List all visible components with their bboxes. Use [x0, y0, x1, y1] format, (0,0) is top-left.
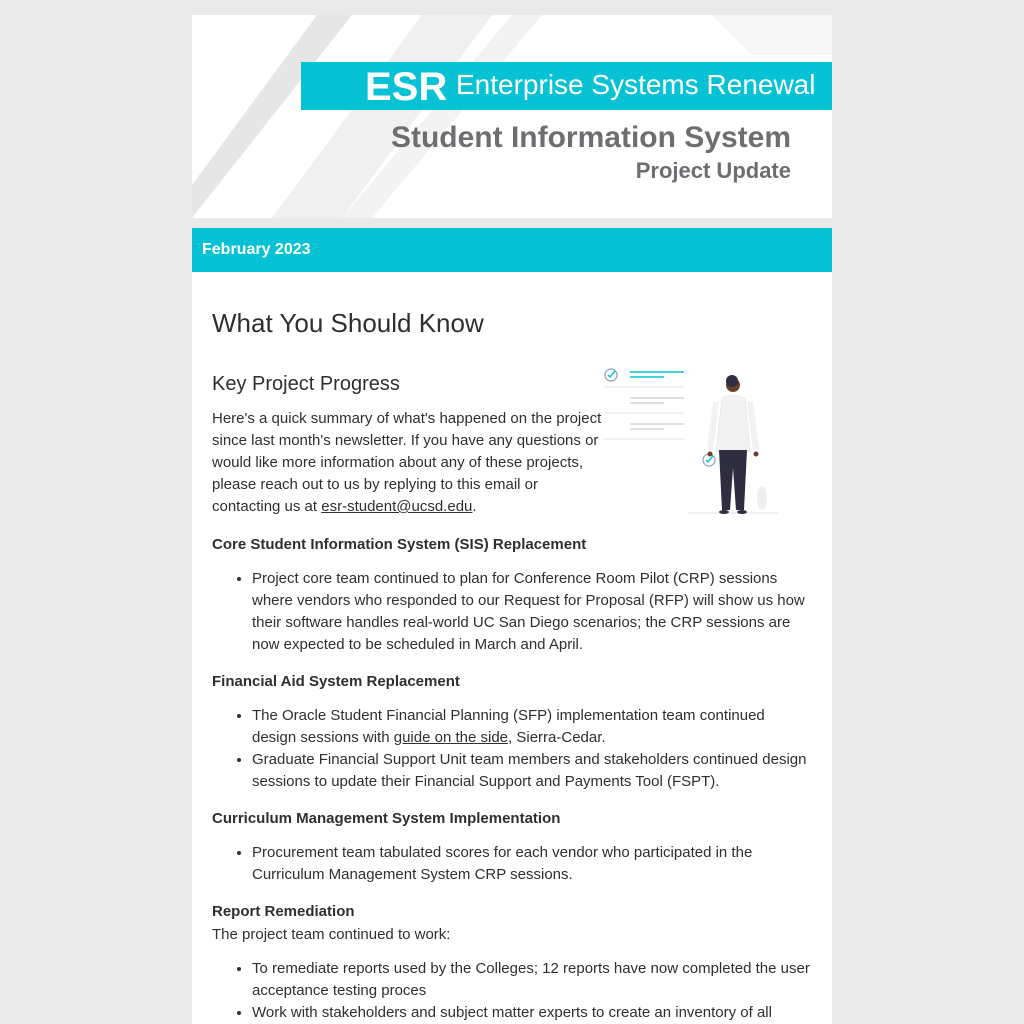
finaid-section-title: Financial Aid System Replacement	[212, 673, 460, 690]
esr-logo-text: ESR	[365, 65, 448, 109]
newsletter-body	[192, 272, 832, 1024]
list-item: • Procurement team tabulated scores for each vendor who participated in the Curriculum Management System CRP sessions.	[252, 842, 812, 886]
section-subheading: Key Project Progress	[212, 373, 400, 395]
guide-on-the-side-link[interactable]: guide on the side	[393, 729, 509, 746]
finaid-list	[212, 705, 812, 793]
report-section-title: Report Remediation	[212, 903, 355, 920]
page-heading: What You Should Know	[212, 308, 484, 338]
program-name: Enterprise Systems Renewal	[456, 69, 816, 100]
newsletter-email	[192, 15, 832, 1024]
header-banner	[192, 15, 832, 218]
person-checklist-illustration	[602, 360, 802, 520]
list-item: • Work with stakeholders and subject matter experts to create an inventory of all	[252, 1002, 812, 1024]
system-title: Student Information System	[390, 121, 791, 154]
list-item	[252, 705, 812, 749]
sis-list	[212, 568, 812, 656]
banner-title-bar	[301, 62, 832, 110]
banner-gap	[192, 218, 832, 228]
cms-section-title: Curriculum Management System Implementation	[212, 810, 561, 827]
sis-section-title: Core Student Information System (SIS) Replacement	[212, 536, 587, 553]
list-item: • Project core team continued to plan for Conference Room Pilot (CRP) sessions where vendors who responded to our Request for Proposal (RFP) will show us how their software handles real-world UC San Diego scenarios; the CRP sessions are now expected to be scheduled in March and April.	[252, 568, 812, 656]
date-bar: February 2023	[192, 228, 832, 272]
list-item: • Graduate Financial Support Unit team members and stakeholders continued design sessions to update their Financial Support and Payments Tool (FSPT).	[252, 749, 812, 793]
intro-paragraph	[212, 408, 607, 518]
intro-text: Here's a quick summary of what's happened on the project since last month's newsletter. If you have any questions or would like more information about any of these projects, please reach out to us by replying to this email or contacting us at	[212, 410, 602, 515]
cms-list	[212, 842, 812, 886]
contact-email-link[interactable]: esr-student@ucsd.edu	[321, 498, 473, 515]
finaid-bullet-1-end: , Sierra-Cedar.	[508, 729, 606, 746]
banner-subtitle: Project Update	[635, 158, 791, 183]
finaid-bullet-1-text: The Oracle Student Financial Planning (SFP) implementation team continued design sessions with	[252, 707, 765, 746]
report-intro: The project team continued to work:	[212, 926, 451, 943]
list-item: • To remediate reports used by the Colleges; 12 reports have now completed the user acceptance testing proces	[252, 958, 812, 1002]
report-list	[212, 958, 812, 1024]
intro-end: .	[472, 498, 477, 515]
banner-stripes	[192, 15, 832, 218]
